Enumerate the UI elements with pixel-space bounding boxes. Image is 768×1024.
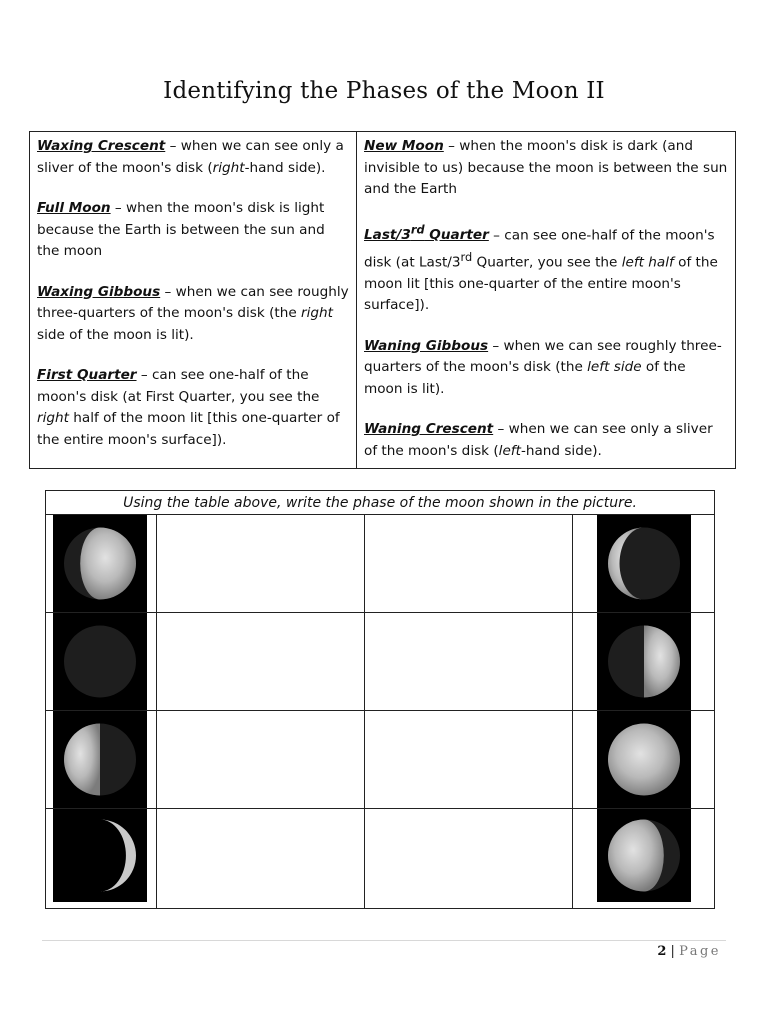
page-number: 2 [657,944,667,959]
definition-text: – can see one-half of the moon's disk (at First Quarter, you see the [37,367,320,405]
moon-image-waning-crescent [597,515,691,612]
definition-text: – when the moon's disk is dark (and invisible to us) because the moon is between the sun and the Earth [364,138,728,197]
definition-text: – can see one-half of the moon's disk (at Last/3 [364,227,715,271]
answer-cell[interactable] [365,613,572,710]
answer-cell[interactable] [157,613,364,710]
definition-emphasis: left half [621,254,674,271]
definition-emphasis: left side [587,359,642,376]
definitions-table [29,131,736,469]
definition-superscript: rd [460,249,473,264]
definition-emphasis: right [37,410,69,426]
definition-text: side of the moon is lit). [37,326,194,343]
definition-first-quarter [37,365,349,451]
definitions-left-column [30,132,357,468]
moon-image-full-moon [597,711,691,808]
moon-image-first-quarter [597,613,691,710]
worksheet-grid [46,515,714,908]
definition-text: half of the moon lit [this one-quarter of the entire moon's surface]). [37,410,340,448]
answer-cell[interactable] [365,515,572,612]
moon-image-waxing-crescent [53,809,147,902]
worksheet-row [46,613,714,711]
moon-image-new-moon [53,613,147,710]
term-first-quarter: First Quarter [37,367,137,383]
worksheet-row [46,515,714,613]
definition-text: of the moon is lit). [364,359,686,397]
term-full-moon: Full Moon [37,200,111,216]
definition-text: Quarter, you see the [472,254,622,271]
definition-waxing-crescent [37,136,349,179]
moon-image-waxing-gibbous [53,515,147,612]
worksheet-row [46,809,714,907]
term-text: Last/3 [364,227,411,244]
footer-separator: | [666,944,680,959]
definition-full-moon [37,198,349,263]
moon-image-waning-gibbous [597,809,691,902]
moon-image-last-quarter [53,711,147,808]
term-last-quarter [364,222,489,244]
answer-cell[interactable] [157,711,364,808]
term-superscript: rd [410,222,425,237]
definition-text: -hand side). [520,442,602,459]
term-waxing-gibbous: Waxing Gibbous [37,283,161,300]
definition-emphasis: right [301,305,333,321]
term-text: Quarter [424,227,489,244]
answer-cell[interactable] [157,515,364,612]
answer-cell[interactable] [365,809,572,906]
definition-text: – when we can see roughly three-quarters of the moon's disk (the [364,337,722,376]
answer-cell[interactable] [365,711,572,808]
answer-cell[interactable] [157,809,364,906]
term-waning-gibbous: Waning Gibbous [364,337,489,354]
definition-text: – when we can see only a sliver of the moon's disk ( [364,421,713,459]
definition-waxing-gibbous [37,282,349,347]
page-label: Page [679,944,721,959]
definition-waning-gibbous [364,336,728,401]
definition-text: -hand side). [244,159,326,176]
page-title: Identifying the Phases of the Moon II [163,78,605,104]
definition-text: – when we can see only a sliver of the moon's disk ( [37,138,344,176]
definition-new-moon [364,136,728,201]
worksheet-table [45,490,715,909]
footer-divider [42,940,726,941]
definition-text: of the moon lit [this one-quarter of the entire moon's surface]). [364,254,718,314]
definition-emphasis: left [498,442,521,459]
term-new-moon: New Moon [364,138,444,154]
term-waxing-crescent: Waxing Crescent [37,138,166,154]
term-waning-crescent: Waning Crescent [364,421,494,438]
definition-last-quarter [364,220,728,317]
definition-text: – when the moon's disk is light because the Earth is between the sun and the moon [37,200,325,259]
page-footer [657,944,721,959]
worksheet-instruction: Using the table above, write the phase of the moon shown in the picture. [46,491,714,515]
definition-waning-crescent [364,419,728,462]
definition-emphasis: right [212,159,245,176]
definition-text: – when we can see roughly three-quarters of the moon's disk (the [37,283,349,321]
definitions-right-column [357,132,735,468]
worksheet-row [46,711,714,809]
